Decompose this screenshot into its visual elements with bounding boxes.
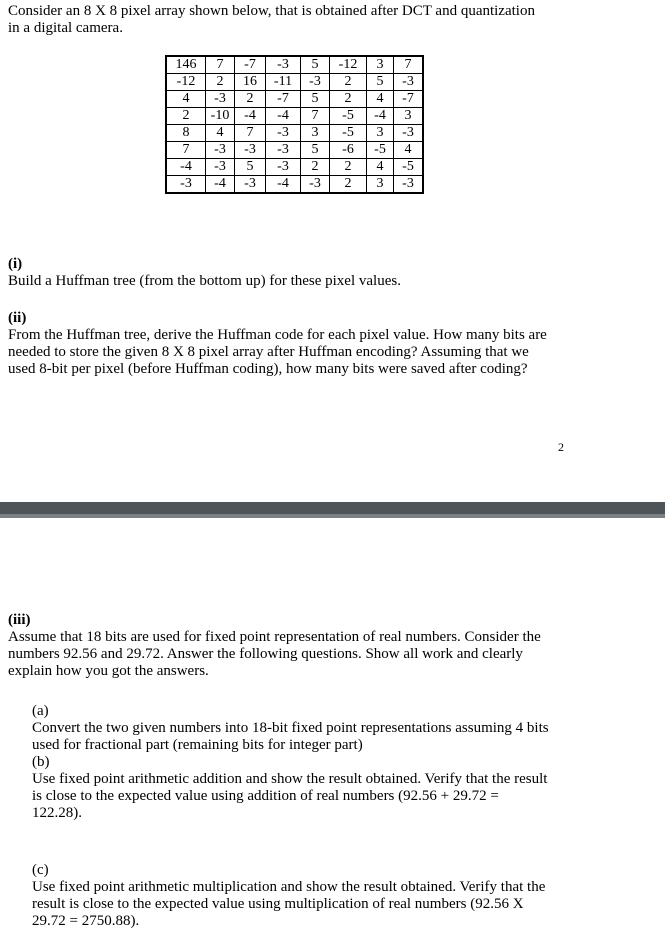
pixel-cell: -4 [367,108,394,125]
pixel-cell: -11 [266,74,301,91]
pixel-cell: 2 [235,91,266,108]
pixel-cell: -7 [266,91,301,108]
pixel-cell: -3 [394,74,424,91]
pixel-cell: -4 [206,176,235,194]
pixel-cell: 3 [394,108,424,125]
sub-c-label: (c) [32,862,49,878]
part-ii-line-2: needed to store the given 8 X 8 pixel array after Huffman encoding? Assuming that we [8,344,529,360]
pixel-row [166,74,423,91]
part-iii-line-2: numbers 92.56 and 29.72. Answer the following questions. Show all work and clearly [8,646,523,662]
document-page-2 [0,518,665,945]
pixel-row [166,91,423,108]
pixel-cell: 5 [301,142,330,159]
intro-line-2: in a digital camera. [8,20,123,36]
pixel-cell: 2 [206,74,235,91]
pixel-cell: -12 [166,74,206,91]
pixel-cell: -4 [266,176,301,194]
pixel-cell: 4 [367,91,394,108]
pixel-cell: -5 [330,108,367,125]
pixel-cell: 7 [301,108,330,125]
pixel-cell: 2 [166,108,206,125]
pixel-cell: 2 [330,159,367,176]
pixel-cell: -3 [394,176,424,194]
pixel-cell: -4 [266,108,301,125]
pixel-cell: -3 [301,74,330,91]
pixel-cell: 4 [367,159,394,176]
pixel-cell: -3 [206,159,235,176]
pixel-cell: -3 [235,142,266,159]
pixel-cell: 5 [367,74,394,91]
pixel-cell: -3 [266,125,301,142]
pixel-cell: -12 [330,56,367,74]
part-iii-line-1: Assume that 18 bits are used for fixed point representation of real numbers. Consider the [8,629,541,645]
pixel-cell: 3 [367,176,394,194]
pixel-cell: 16 [235,74,266,91]
pixel-cell: -3 [394,125,424,142]
pixel-cell: -3 [266,56,301,74]
pixel-cell: -3 [206,142,235,159]
pixel-cell: -10 [206,108,235,125]
sub-b-line-2: is close to the expected value using addition of real numbers (92.56 + 29.72 = [32,788,499,804]
pixel-row [166,108,423,125]
pixel-cell: -4 [166,159,206,176]
part-iii-label: (iii) [8,612,31,628]
part-iii-line-3: explain how you got the answers. [8,663,209,679]
pixel-cell: 2 [330,176,367,194]
part-iii [8,612,588,680]
pixel-cell: 4 [206,125,235,142]
pixel-cell: -5 [367,142,394,159]
pixel-cell: 4 [166,91,206,108]
part-i-label: (i) [8,256,23,272]
pixel-row [166,125,423,142]
pixel-cell: 7 [235,125,266,142]
sub-c-line-3: 29.72 = 2750.88). [32,913,140,929]
pixel-cell: 2 [330,74,367,91]
pixel-cell: 5 [235,159,266,176]
pixel-cell: -6 [330,142,367,159]
pixel-row [166,159,423,176]
sub-b-line-1: Use fixed point arithmetic addition and show the result obtained. Verify that the result [32,771,548,787]
intro-paragraph [8,3,608,37]
pixel-cell: 3 [367,125,394,142]
pixel-cell: 2 [301,159,330,176]
part-ii-label: (ii) [8,310,27,326]
pixel-array-body [166,56,423,193]
part-ii-line-3: used 8-bit per pixel (before Huffman coding), how many bits were saved after coding? [8,361,528,377]
pixel-cell: -4 [235,108,266,125]
pixel-cell: 5 [301,56,330,74]
pixel-cell: -3 [301,176,330,194]
pixel-cell: 5 [301,91,330,108]
pixel-cell: 3 [301,125,330,142]
part-i [8,256,588,290]
pixel-row [166,176,423,194]
pixel-cell: -7 [394,91,424,108]
pixel-cell: -3 [206,91,235,108]
pixel-cell: 8 [166,125,206,142]
pixel-cell: -3 [266,159,301,176]
pixel-cell: 3 [367,56,394,74]
pixel-cell: 2 [330,91,367,108]
pixel-cell: 4 [394,142,424,159]
pixel-cell: 7 [206,56,235,74]
sub-c-line-2: result is close to the expected value using multiplication of real numbers (92.56 X [32,896,524,912]
sub-a-line-1: Convert the two given numbers into 18-bit fixed point representations assuming 4 bits [32,720,549,736]
pixel-array-table [165,55,424,194]
sub-b-label: (b) [32,754,50,770]
part-i-text: Build a Huffman tree (from the bottom up) for these pixel values. [8,273,401,289]
pixel-cell: -5 [330,125,367,142]
pixel-cell: -3 [166,176,206,194]
pixel-cell: 7 [166,142,206,159]
pixel-cell: 7 [394,56,424,74]
sub-question-c [32,862,585,930]
pixel-cell: -3 [266,142,301,159]
intro-line-1: Consider an 8 X 8 pixel array shown below, that is obtained after DCT and quantization [8,3,535,19]
sub-b-line-3: 122.28). [32,805,82,821]
sub-question-b [32,754,585,822]
sub-a-line-2: used for fractional part (remaining bits for integer part) [32,737,363,753]
pixel-cell: -7 [235,56,266,74]
part-ii [8,310,588,378]
pixel-row [166,142,423,159]
sub-c-line-1: Use fixed point arithmetic multiplication and show the result obtained. Verify that the [32,879,546,895]
pixel-cell: -3 [235,176,266,194]
pixel-cell: -5 [394,159,424,176]
page-number: 2 [558,440,564,454]
part-ii-line-1: From the Huffman tree, derive the Huffman code for each pixel value. How many bits are [8,327,547,343]
pixel-cell: 146 [166,56,206,74]
sub-question-a [32,703,585,754]
pixel-row [166,56,423,74]
sub-a-label: (a) [32,703,49,719]
